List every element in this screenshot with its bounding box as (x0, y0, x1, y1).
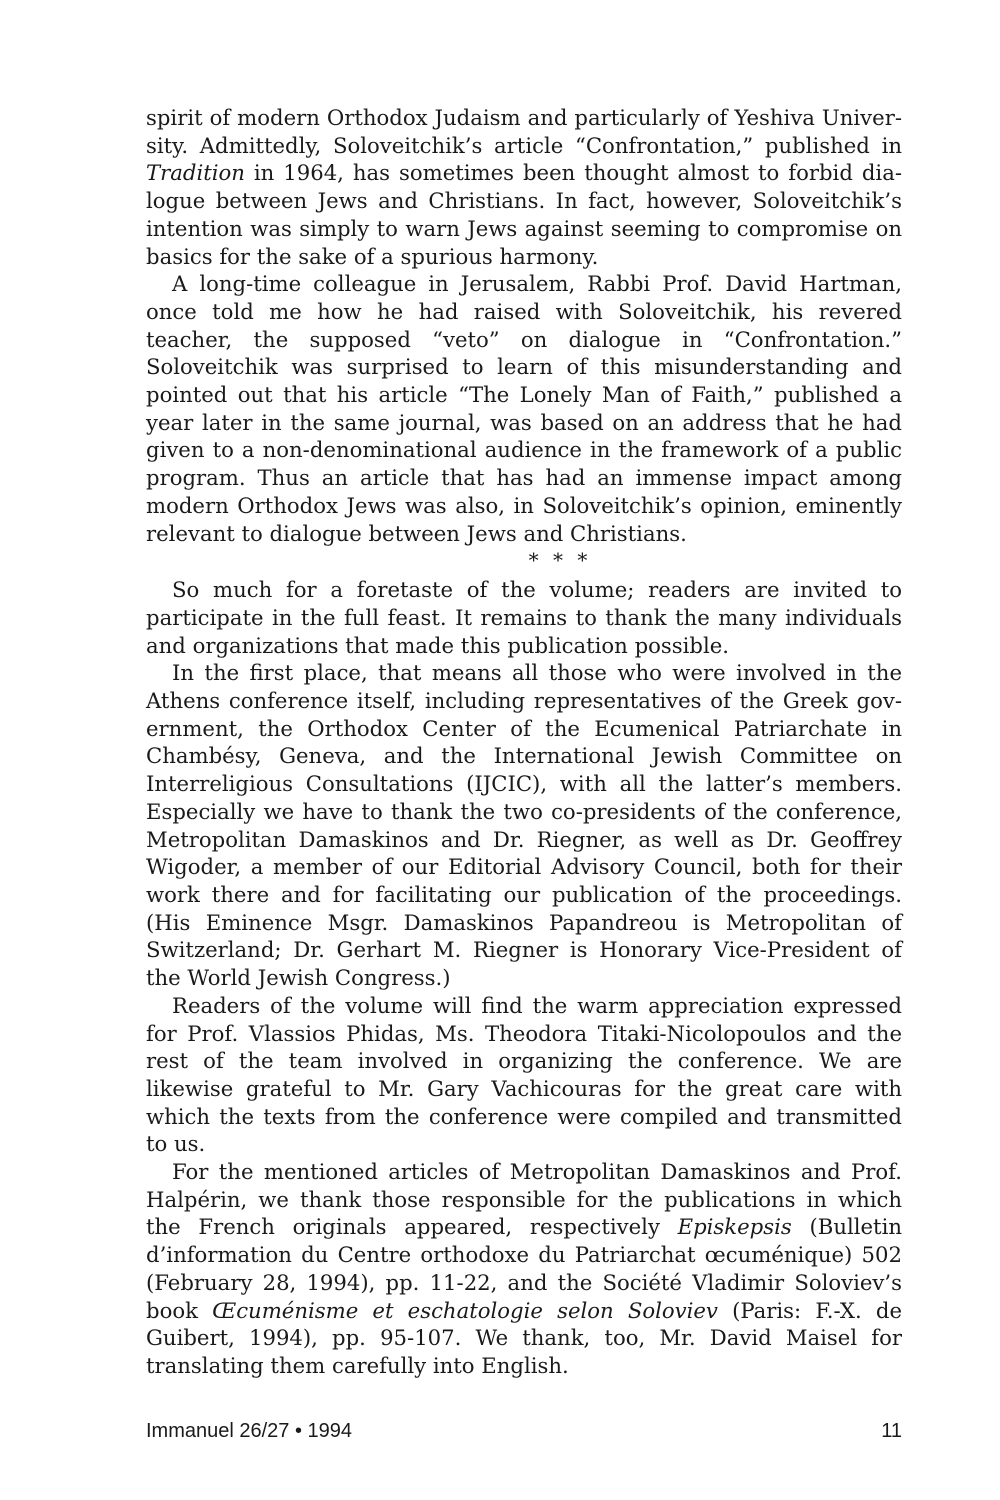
page-body (146, 104, 902, 1380)
paragraph-6 (146, 1158, 902, 1380)
page-footer (146, 1417, 902, 1445)
paragraph-3: So much for a foretaste of the volume; readers are invited to participate in the full feast. It remains to thank the many individuals and organizations that made this publication possible. (146, 577, 902, 658)
section-separator: * * * (528, 548, 592, 573)
tradition-title: Tradition (146, 160, 245, 186)
paragraph-2: A long-time colleague in Jerusalem, Rabbi Prof. David Hartman, once told me how he had raised with Soloveitchik, his revered teacher, the supposed “veto” on dialogue in “Confrontation.” Soloveitchik was surprised to learn of this misunderstanding and pointed out that his article “The Lonely Man of Faith,” published a year later in the same journal, was based on an address that he had given to a non-denominational audience in the framework of a public program. Thus an article that has had an immense impact among modern Orthodox Jews was also, in Soloveitchik’s opinion, eminently relevant to dialogue between Jews and Christians. (146, 271, 902, 546)
paragraph-6-text-a: For the mentioned articles of Metropolitan Damaskinos and Prof. Halpérin, we thank those responsible for the publications in which the French originals appeared, respectively (146, 1159, 902, 1240)
paragraph-6-text-c: (Paris: F.-X. de Guibert, 1994), pp. 95-107. We thank, too, Mr. David Maisel for translating them carefully into English. (146, 1297, 902, 1378)
paragraph-5: Readers of the volume will find the warm appreciation expressed for Prof. Vlassios Phidas, Ms. Theodora Titaki-Nicolopoulos and the rest of the team involved in organizing the conference. We are likewise grateful to Mr. Gary Vachicouras for the great care with which the texts from the conference were compiled and transmitted to us. (146, 992, 902, 1157)
episkepsis-title: Episkepsis (677, 1214, 792, 1240)
paragraph-1-rest: in 1964, has sometimes been thought almost to forbid dialogue between Jews and Christians. In fact, however, Soloveitchik’s intention was simply to warn Jews against seeming to compromise on basics for the sake of a spurious harmony. (146, 160, 902, 269)
page-number: 11 (881, 1420, 902, 1442)
paragraph-6-text-b: (Bulletin d’information du Centre orthodoxe du Patriarchat œcuménique) 502 (February 28, 1994), pp. 11-22, and the Société Vladimir Soloviev’s book (146, 1214, 902, 1323)
book-title: Œcuménisme et eschatologie selon Soloviev (212, 1297, 718, 1323)
journal-citation: Immanuel 26/27 • 1994 (146, 1420, 353, 1442)
paragraph-1 (146, 104, 902, 270)
paragraph-1-text: spirit of modern Orthodox Judaism and particularly of Yeshiva University. Admittedly, Soloveitchik’s article “Confrontation,” published in (146, 105, 902, 158)
paragraph-4: In the first place, that means all those who were involved in the Athens conference itself, including representatives of the Greek government, the Orthodox Center of the Ecumenical Patriarchate in Chambésy, Geneva, and the International Jewish Committee on Interreligious Consultations (IJCIC), with all the latter’s members. Especially we have to thank the two co-presidents of the conference, Metropolitan Damaskinos and Dr. Riegner, as well as Dr. Geoffrey Wigoder, a member of our Editorial Advisory Council, both for their work there and for facilitating our publication of the proceedings. (His Eminence Msgr. Damaskinos Papandreou is Metropolitan of Switzerland; Dr. Gerhart M. Riegner is Honorary Vice-President of the World Jewish Congress.) (146, 660, 902, 991)
